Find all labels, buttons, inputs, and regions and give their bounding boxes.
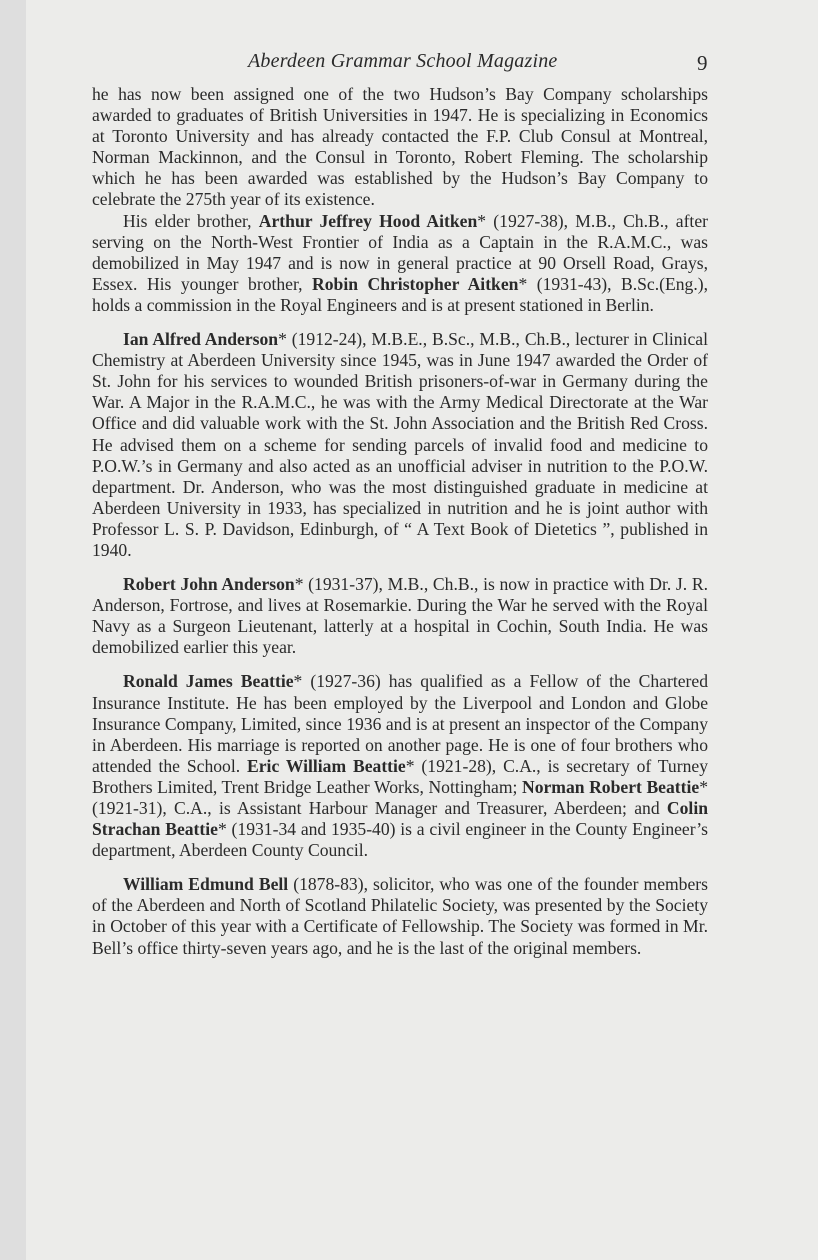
text-run: * (1927-36) has qualified as a Fellow of the Chartered Insurance Institute. He has been employed by the Liverpool and London and Globe Insurance Company, Limited, since 1936 and is at present an inspector of the Company in Aberdeen. His marriage is reported on another page. He is one of four brothers who attended the School. bbox=[92, 671, 708, 776]
person-name: Robert John Anderson bbox=[123, 574, 295, 595]
text-run: (1878-83), solicitor, who was one of the founder members of the Aberdeen and North of Scotland Philatelic Society, was presented by the Society in October of this year with a Certificate of Fellowship. The Society was formed in Mr. Bell’s office thirty-seven years ago, and he is the last of the original members. bbox=[92, 874, 708, 958]
page-header bbox=[0, 50, 818, 80]
person-name: Robin Christopher Aitken bbox=[312, 273, 519, 294]
text-run: * (1931-37), M.B., Ch.B., is now in practice with Dr. J. R. Anderson, Fortrose, and lives at Rosemarkie. During the War he served with the Royal Navy as a Surgeon Lieutenant, latterly at a hospital in Cochin, South India. He was demobilized earlier this year. bbox=[92, 574, 709, 658]
text-run: * (1931-43), B.Sc.(Eng.), holds a commission in the Royal Engineers and is at present stationed in Berlin. bbox=[92, 273, 708, 315]
article-body bbox=[92, 84, 708, 959]
paragraph bbox=[92, 329, 708, 561]
text-run: * (1912-24), M.B.E., B.Sc., M.B., Ch.B., lecturer in Clinical Chemistry at Aberdeen University since 1945, was in June 1947 awarded the Order of St. John for his services to wounded British prisoners-of-war in Germany during the War. A Major in the R.A.M.C., he was with the Army Medical Directorate at the War Office and did valuable work with the St. John Association and the British Red Cross. He advised them on a scheme for sending parcels of invalid food and medicine to P.O.W.’s in Germany and also acted as an unofficial adviser in nutrition to the P.O.W. department. Dr. Anderson, who was the most distinguished graduate in medicine at Aberdeen University in 1933, has specialized in nutrition and he is joint author with Professor L. S. P. Davidson, Edinburgh, of “ A Text Book of Dietetics ”, published in 1940. bbox=[92, 329, 708, 560]
person-name: Arthur Jeffrey Hood Aitken bbox=[258, 210, 478, 231]
person-name: Norman Robert Beattie bbox=[521, 776, 700, 797]
paragraph bbox=[92, 574, 708, 658]
text-run: * (1931-34 and 1935-40) is a civil engineer in the County Engineer’s department, Aberdeen County Council. bbox=[92, 819, 708, 861]
person-name: William Edmund Bell bbox=[123, 874, 289, 895]
paragraph bbox=[92, 874, 708, 958]
text-run: His elder brother, bbox=[123, 210, 259, 231]
running-title: Aberdeen Grammar School Magazine bbox=[248, 50, 558, 72]
person-name: Colin Strachan Beattie bbox=[92, 798, 708, 840]
text-run: he has now been assigned one of the two Hudson’s Bay Company scholarships awarded to graduates of British Universities in 1947. He is specializing in Economics at Toronto University and has already contacted the F.P. Club Consul at Montreal, Norman Mackinnon, and the Consul in Toronto, Robert Fleming. The scholarship which he has been awarded was established by the Hudson’s Bay Company to celebrate the 275th year of its existence. bbox=[92, 84, 708, 210]
text-run: * (1921-28), C.A., is secretary of Turney Brothers Limited, Trent Bridge Leather Works, Nottingham; bbox=[92, 755, 708, 797]
paragraph bbox=[92, 671, 708, 861]
paragraph bbox=[92, 211, 708, 316]
page-number: 9 bbox=[697, 51, 708, 75]
text-run: * (1921-31), C.A., is Assistant Harbour Manager and Treasurer, Aberdeen; and bbox=[92, 776, 708, 818]
paragraph bbox=[92, 84, 708, 211]
person-name: Eric William Beattie bbox=[247, 755, 406, 776]
text-run: * (1927-38), M.B., Ch.B., after serving on the North-West Frontier of India as a Captain in the R.A.M.C., was demobilized in May 1947 and is now in general practice at 90 Orsell Road, Grays, Essex. His younger brother, bbox=[92, 210, 708, 294]
person-name: Ian Alfred Anderson bbox=[123, 329, 279, 350]
person-name: Ronald James Beattie bbox=[123, 671, 294, 692]
